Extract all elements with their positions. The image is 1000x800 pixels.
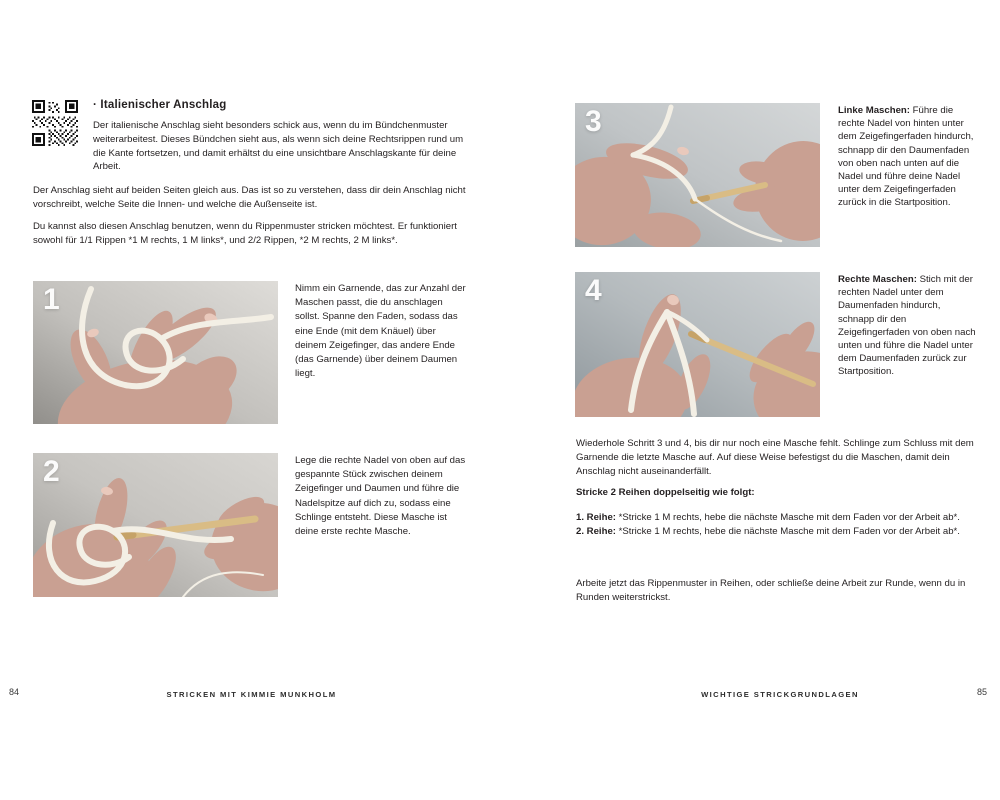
row-instructions: [576, 511, 985, 539]
hand-with-yarn-loop-illustration: [33, 281, 278, 424]
step-caption-1: Nimm ein Garnende, das zur Anzahl der Maschen passt, die du anschlagen sollst. Spanne den Faden, sodass das eine Ende (mit dem Knäuel) über deinem Zeigefinger, das andere Ende (das Garnende) über deinem Daumen liegt.: [295, 283, 466, 380]
step-caption-2: Lege die rechte Nadel von oben auf das gespannte Stück zwischen deinem Zeigefinger und Daumen und führe die Nadelspitze auf dich zu, sodass eine Schlinge entsteht. Diese Masche ist deine erste rechte Masche.: [295, 455, 466, 538]
step-photo-3: [575, 103, 820, 247]
caption-lead-rechte-maschen: Rechte Maschen:: [838, 274, 917, 285]
step-photo-2: [33, 453, 278, 597]
step-caption-4: [838, 273, 978, 379]
running-footer-right: WICHTIGE STRICKGRUNDLAGEN: [701, 690, 859, 699]
qr-code-icon: [32, 100, 78, 146]
needle-on-strand-illustration: [33, 453, 278, 597]
paragraph-both-sides: Der Anschlag sieht auf beiden Seiten gleich aus. Das ist so zu verstehen, dass dir dein Anschlag nicht vorschreibt, welche Seite die Innen- und welche die Außenseite ist.: [33, 185, 466, 210]
step-photo-4: [575, 272, 820, 417]
step-photo-1: [33, 281, 278, 424]
step-number-4: 4: [585, 274, 602, 307]
caption-text-linke-maschen: Führe die rechte Nadel von hinten unter dem Zeigefingerfaden hindurch, schnapp dir den Daumenfaden von oben nach unten auf die Nadel und führe deine Nadel unter dem Zeigefingerfaden zurück in die Startposition.: [838, 105, 974, 209]
row-2-instruction: [576, 525, 985, 539]
section-heading: · Italienischer Anschlag: [93, 99, 227, 111]
knit-stitch-illustration: [575, 272, 820, 417]
caption-text-rechte-maschen: Stich mit der rechten Nadel unter dem Daumenfaden hindurch, schnapp dir den Zeigefingerfaden von oben nach unten und führe die Nadel unter dem Daumenfaden zurück zur Startposition.: [838, 274, 976, 378]
row-1-text: *Stricke 1 M rechts, hebe die nächste Masche mit dem Faden vor der Arbeit ab*.: [616, 512, 960, 523]
row-2-label: 2. Reihe:: [576, 525, 616, 537]
paragraph-repeat-steps: Wiederhole Schritt 3 und 4, bis dir nur noch eine Masche fehlt. Schlinge zum Schluss mit dem Garnende die letzte Masche auf. Auf diese Weise befestigst du die Maschen, damit dein Anschlag nicht auseinanderfällt.: [576, 438, 974, 477]
step-number-1: 1: [43, 283, 60, 316]
row-1-instruction: [576, 511, 985, 525]
paragraph-continue-rib: Arbeite jetzt das Rippenmuster in Reihen, oder schließe deine Arbeit zur Runde, wenn du in Runden weiterstrickst.: [576, 578, 966, 603]
purl-stitch-illustration: [575, 103, 820, 247]
row-2-text: *Stricke 1 M rechts, hebe die nächste Masche mit dem Faden vor der Arbeit ab*.: [616, 525, 960, 537]
step-number-3: 3: [585, 105, 602, 138]
qr-code: [32, 100, 78, 146]
page-number-right: 85: [976, 687, 987, 697]
running-footer-left: STRICKEN MIT KIMMIE MUNKHOLM: [166, 690, 337, 699]
intro-paragraph: Der italienische Anschlag sieht besonders schick aus, wenn du im Bündchenmuster weiterarbeitest. Dieses Bündchen sieht aus, als wenn sich deine Rechtsrippen rund um die Kante fortsetzen, und damit erhältst du eine unsichtbare Anschlagskante für deine Arbeit.: [93, 120, 464, 173]
step-caption-3: [838, 104, 978, 210]
page-number-left: 84: [9, 687, 20, 697]
subheading-two-rows: Stricke 2 Reihen doppelseitig wie folgt:: [576, 487, 755, 498]
caption-lead-linke-maschen: Linke Maschen:: [838, 105, 910, 116]
paragraph-rib-usage: Du kannst also diesen Anschlag benutzen, wenn du Rippenmuster stricken möchtest. Er funktioniert sowohl für 1/1 Rippen *1 M rechts, 1 M links*, und 2/2 Rippen, *2 M rechts, 2 M links*.: [33, 221, 457, 246]
step-number-2: 2: [43, 455, 60, 488]
row-1-label: 1. Reihe:: [576, 512, 616, 523]
